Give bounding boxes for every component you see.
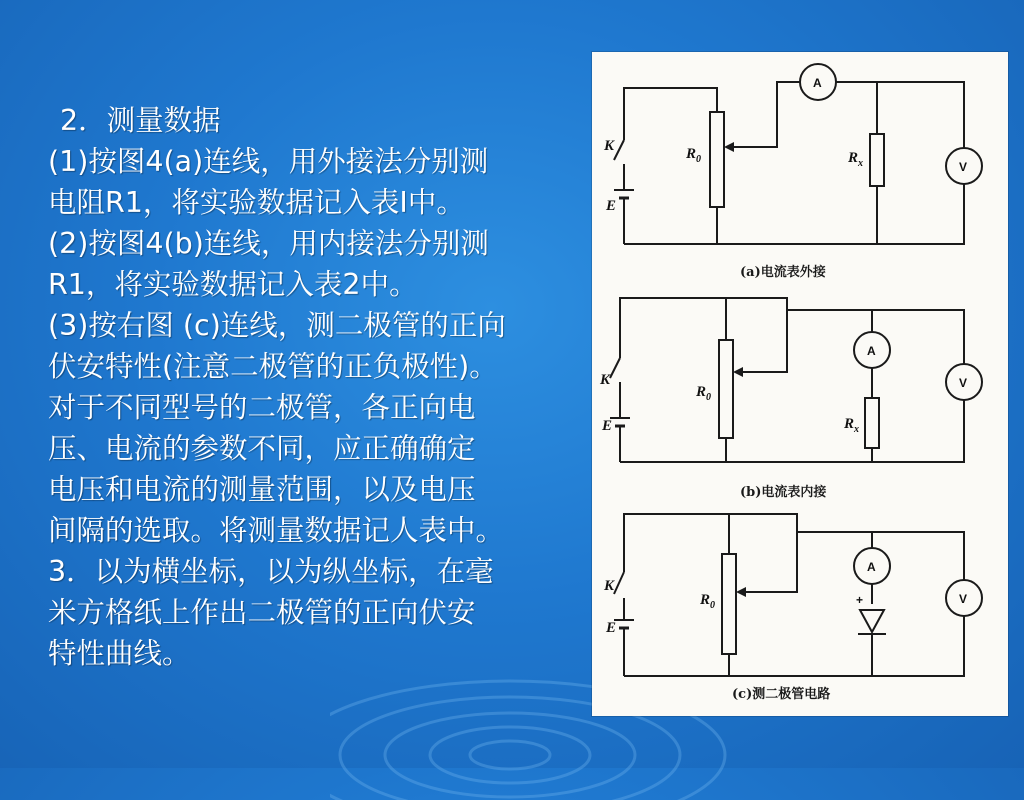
switch-label: K	[604, 578, 615, 594]
voltmeter-label: V	[959, 592, 968, 606]
text-line: 间隔的选取。将测量数据记人表中。	[48, 514, 505, 547]
battery-label: E	[606, 620, 617, 636]
circuit-figure	[592, 52, 1008, 716]
rheostat-label: $R_0$	[696, 384, 712, 403]
battery-label: E	[602, 418, 613, 434]
ammeter-label: A	[813, 76, 822, 90]
text-line: 3．以为横坐标，以为纵坐标，在毫	[48, 555, 494, 588]
ammeter-label: A	[867, 560, 876, 574]
resistor-label: $R_x$	[844, 416, 860, 435]
voltmeter-label: V	[959, 160, 968, 174]
ammeter-label: A	[867, 344, 876, 358]
caption-c: (c)测二极管电路	[732, 687, 831, 702]
text-line: (3)按右图 (c)连线，测二极管的正向	[48, 309, 506, 342]
switch-label: K	[600, 372, 611, 388]
resistor-label: $R_x$	[848, 150, 864, 169]
text-line: 压、电流的参数不同，应正确确定	[48, 432, 476, 465]
rheostat-label: $R_0$	[686, 146, 702, 165]
battery-label: E	[606, 198, 617, 214]
text-line: 特性曲线。	[48, 637, 191, 670]
text-line: (1)按图4(a)连线，用外接法分别测	[48, 145, 489, 178]
text-line: R1，将实验数据记入表2中。	[48, 268, 418, 301]
text-line: 对于不同型号的二极管，各正向电	[48, 391, 476, 424]
text-line: 米方格纸上作出二极管的正向伏安	[48, 596, 476, 629]
section-heading: 2．测量数据	[60, 104, 221, 137]
voltmeter-label: V	[959, 376, 968, 390]
text-line: 伏安特性(注意二极管的正负极性)。	[48, 350, 498, 383]
caption-a: (a)电流表外接	[740, 265, 826, 280]
text-line: (2)按图4(b)连线，用内接法分别测	[48, 227, 489, 260]
text-line: 电压和电流的测量范围，以及电压	[48, 473, 476, 506]
diode-plus-label: +	[856, 593, 864, 607]
circuit-c	[614, 514, 982, 676]
circuit-b	[610, 298, 982, 462]
circuit-a	[614, 64, 982, 244]
rheostat-label: $R_0$	[700, 592, 716, 611]
circuit-diagrams	[592, 52, 1008, 716]
caption-b: (b)电流表内接	[740, 485, 827, 500]
text-line: 电阻R1，将实验数据记入表I中。	[48, 186, 465, 219]
instructions-text	[48, 100, 593, 674]
switch-label: K	[604, 138, 615, 154]
